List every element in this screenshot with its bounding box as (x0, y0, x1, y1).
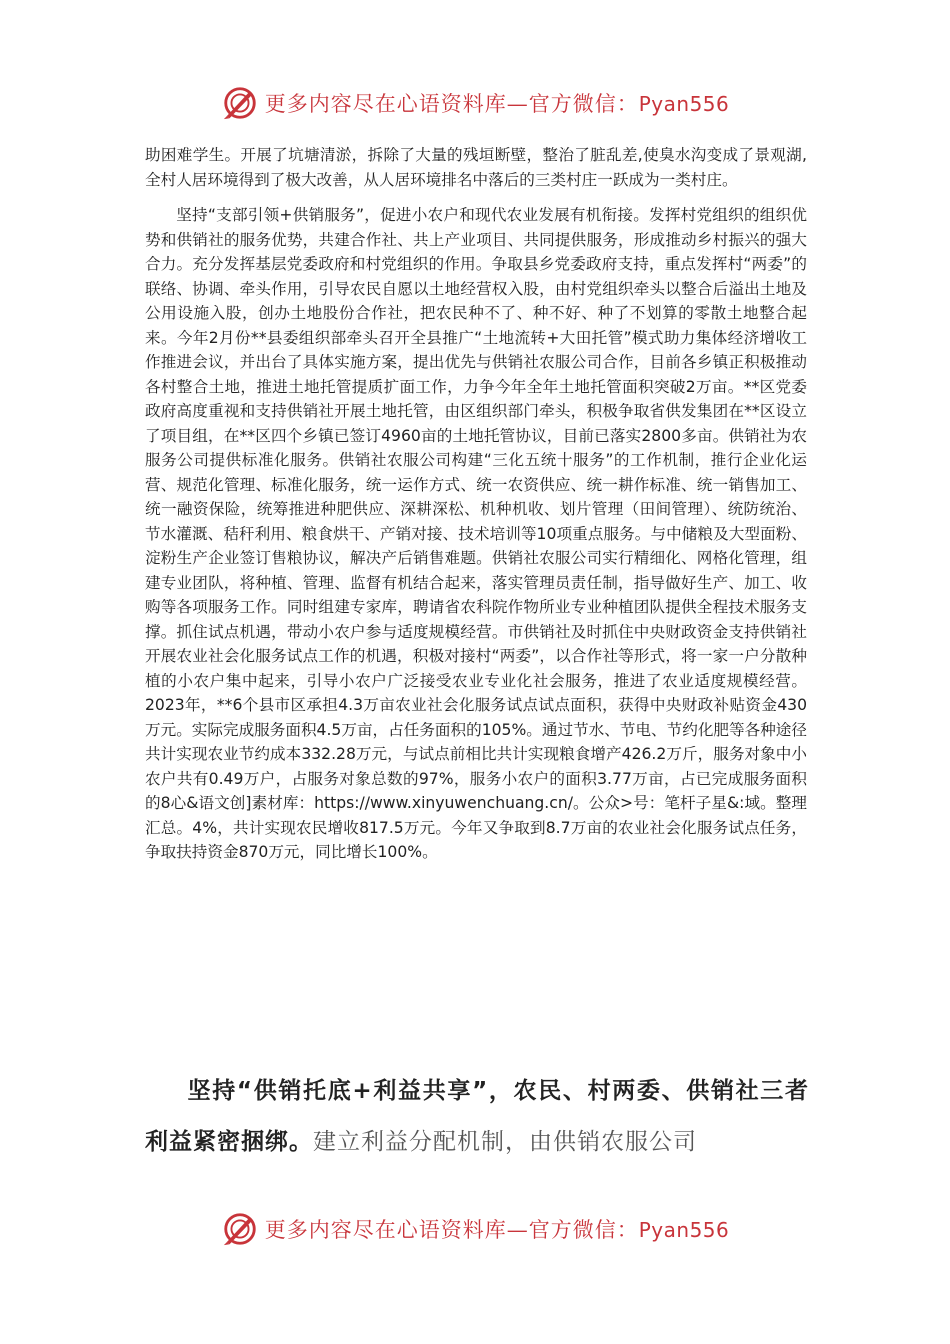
pen-logo-icon (221, 1210, 259, 1248)
header-watermark (0, 84, 950, 122)
section-heading-lead: 坚持“供销托底+利益共享”，农民、村两委、供销社三者利益紧密捆绑。 (145, 1078, 809, 1155)
pen-logo-icon (221, 84, 259, 122)
header-watermark-text: 更多内容尽在心语资料库—官方微信：Pyan556 (264, 92, 730, 116)
section-heading-paragraph (145, 1066, 809, 1168)
paragraph-main: 坚持“支部引领+供销服务”，促进小农户和现代农业发展有机衔接。发挥村党组织的组织优势和供销社的服务优势，共建合作社、共上产业项目、共同提供服务，形成推动乡村振兴的强大合力。充分发挥基层党委政府和村党组织的作用。争取县乡党委政府支持，重点发挥村“两委”的联络、协调、牵头作用，引导农民自愿以土地经营权入股，由村党组织牵头以整合后溢出土地及公用设施入股，创办土地股份合作社，把农民种不了、种不好、种了不划算的零散土地整合起来。今年2月份**县委组织部牵头召开全县推广“土地流转+大田托管”模式助力集体经济增收工作推进会议，并出台了具体实施方案，提出优先与供销社农服公司合作，目前各乡镇正积极推动各村整合土地，推进土地托管提质扩面工作，力争今年全年土地托管面积突破2万亩。**区党委政府高度重视和支持供销社开展土地托管，由区组织部门牵头，积极争取省供发集团在**区设立了项目组，在**区四个乡镇已签订4960亩的土地托管协议，目前已落实2800多亩。供销社为农服务公司提供标准化服务。供销社农服公司构建“三化五统十服务”的工作机制，推行企业化运营、规范化管理、标准化服务，统一运作方式、统一农资供应、统一耕作标准、统一销售加工、统一融资保险，统筹推进种肥供应、深耕深松、机种机收、划片管理（田间管理）、统防统治、节水灌溉、秸秆利用、粮食烘干、产销对接、技术培训等10项重点服务。与中储粮及大型面粉、淀粉生产企业签订售粮协议，解决产后销售难题。供销社农服公司实行精细化、网格化管理，组建专业团队，将种植、管理、监督有机结合起来，落实管理员责任制，指导做好生产、加工、收购等各项服务工作。同时组建专家库，聘请省农科院作物所业专业种植团队提供全程技术服务支撑。抓住试点机遇，带动小农户参与适度规模经营。市供销社及时抓住中央财政资金支持供销社开展农业社会化服务试点工作的机遇，积极对接村“两委”，以合作社等形式，将一家一户分散种植的小农户集中起来，引导小农户广泛接受农业专业化社会服务，推进了农业适度规模经营。2023年，**6个县市区承担4.3万亩农业社会化服务试点试点面积，获得中央财政补贴资金430万元。实际完成服务面积4.5万亩，占任务面积的105%。通过节水、节电、节约化肥等各种途径共计实现农业节约成本332.28万元，与试点前相比共计实现粮食增产426.2万斤，服务对象中小农户共有0.49万户，占服务对象总数的97%，服务小农户的面积3.77万亩，占已完成服务面积的8心&语文创]素材库：https://www.xinyuwenchuang.cn/。公众>号：笔杆子星&:域。整理汇总。4%，共计实现农民增收817.5万元。今年又争取到8.7万亩的农业社会化服务试点任务，争取扶持资金870万元，同比增长100%。 (145, 206, 807, 861)
footer-watermark (0, 1210, 950, 1248)
footer-watermark-text: 更多内容尽在心语资料库—官方微信：Pyan556 (264, 1218, 730, 1242)
section-heading-rest: 建立利益分配机制，由供销农服公司 (313, 1129, 697, 1155)
document-body (145, 143, 807, 876)
paragraph-continuation: 助困难学生。开展了坑塘清淤，拆除了大量的残垣断壁，整治了脏乱差,使臭水沟变成了景观湖,全村人居环境得到了极大改善，从人居环境排名中落后的三类村庄一跃成为一类村庄。 (145, 146, 807, 189)
